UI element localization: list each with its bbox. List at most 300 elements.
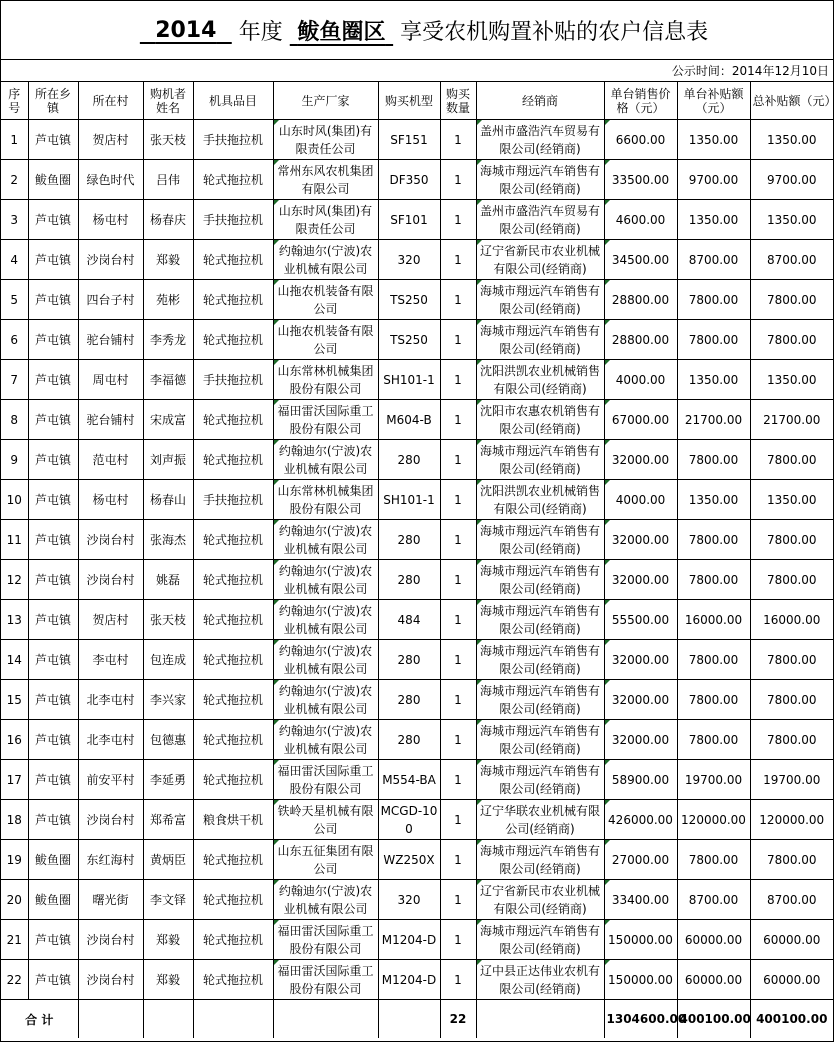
- machine-category-cell: 轮式拖拉机: [193, 520, 273, 560]
- village-cell: 贺店村: [78, 120, 143, 160]
- total-subsidy-cell: 7800.00: [750, 320, 833, 360]
- table-body: [1, 120, 833, 1000]
- unit-price-cell: 33500.00: [604, 160, 677, 200]
- row-no-cell: 7: [1, 360, 28, 400]
- unit-price-cell: 426000.00: [604, 800, 677, 840]
- unit-subsidy-cell: 60000.00: [677, 960, 750, 1000]
- township-cell: 芦屯镇: [28, 120, 78, 160]
- buyer-name-cell: 张天枝: [143, 120, 193, 160]
- row-no-cell: 15: [1, 680, 28, 720]
- manufacturer-cell: 山拖农机装备有限公司: [273, 320, 378, 360]
- village-cell: 沙岗台村: [78, 240, 143, 280]
- unit-subsidy-cell: 16000.00: [677, 600, 750, 640]
- village-cell: 沙岗台村: [78, 800, 143, 840]
- total-subsidy-cell: 1350.00: [750, 480, 833, 520]
- unit-subsidy-cell: 7800.00: [677, 840, 750, 880]
- table-row: [1, 680, 833, 720]
- quantity-cell: 1: [440, 400, 476, 440]
- table-row: [1, 760, 833, 800]
- unit-subsidy-cell: 1350.00: [677, 480, 750, 520]
- quantity-cell: 1: [440, 520, 476, 560]
- dealer-cell: 海城市翔远汽车销售有限公司(经销商): [476, 320, 604, 360]
- buyer-name-cell: 李秀龙: [143, 320, 193, 360]
- buyer-name-cell: 李文铎: [143, 880, 193, 920]
- township-cell: 芦屯镇: [28, 240, 78, 280]
- machine-category-cell: 轮式拖拉机: [193, 920, 273, 960]
- model-cell: 320: [378, 240, 440, 280]
- quantity-cell: 1: [440, 360, 476, 400]
- unit-subsidy-cell: 7800.00: [677, 320, 750, 360]
- row-no-cell: 8: [1, 400, 28, 440]
- table-row: [1, 560, 833, 600]
- header-col-unit-subsidy: 单台补贴额（元）: [677, 82, 750, 120]
- buyer-name-cell: 郑毅: [143, 960, 193, 1000]
- quantity-cell: 1: [440, 960, 476, 1000]
- row-no-cell: 17: [1, 760, 28, 800]
- quantity-cell: 1: [440, 280, 476, 320]
- machine-category-cell: 轮式拖拉机: [193, 160, 273, 200]
- unit-subsidy-cell: 1350.00: [677, 360, 750, 400]
- row-no-cell: 22: [1, 960, 28, 1000]
- unit-subsidy-cell: 60000.00: [677, 920, 750, 960]
- village-cell: 东红海村: [78, 840, 143, 880]
- manufacturer-cell: 约翰迪尔(宁波)农业机械有限公司: [273, 560, 378, 600]
- announce-date: 公示时间：2014年12月10日: [671, 64, 829, 78]
- machine-category-cell: 手扶拖拉机: [193, 480, 273, 520]
- manufacturer-cell: 约翰迪尔(宁波)农业机械有限公司: [273, 520, 378, 560]
- row-no-cell: 14: [1, 640, 28, 680]
- unit-subsidy-cell: 21700.00: [677, 400, 750, 440]
- total-label: 合 计: [1, 1000, 78, 1039]
- dealer-cell: 沈阳市农惠农机销售有限公司(经销商): [476, 400, 604, 440]
- township-cell: 芦屯镇: [28, 680, 78, 720]
- manufacturer-cell: 山东时风(集团)有限责任公司: [273, 200, 378, 240]
- quantity-cell: 1: [440, 240, 476, 280]
- township-cell: 芦屯镇: [28, 320, 78, 360]
- model-cell: M1204-D: [378, 960, 440, 1000]
- village-cell: 四台子村: [78, 280, 143, 320]
- quantity-cell: 1: [440, 800, 476, 840]
- dealer-cell: 海城市翔远汽车销售有限公司(经销商): [476, 160, 604, 200]
- township-cell: 芦屯镇: [28, 360, 78, 400]
- township-cell: 芦屯镇: [28, 640, 78, 680]
- model-cell: 280: [378, 520, 440, 560]
- manufacturer-cell: 福田雷沃国际重工股份有限公司: [273, 960, 378, 1000]
- buyer-name-cell: 李延勇: [143, 760, 193, 800]
- dealer-cell: 海城市翔远汽车销售有限公司(经销商): [476, 280, 604, 320]
- total-subsidy-cell: 7800.00: [750, 560, 833, 600]
- total-subsidy-cell: 8700.00: [750, 240, 833, 280]
- machine-category-cell: 手扶拖拉机: [193, 120, 273, 160]
- buyer-name-cell: 郑毅: [143, 920, 193, 960]
- row-no-cell: 18: [1, 800, 28, 840]
- unit-price-cell: 6600.00: [604, 120, 677, 160]
- model-cell: 484: [378, 600, 440, 640]
- table-row: [1, 280, 833, 320]
- table-row: [1, 800, 833, 840]
- total-subsidy-cell: 1350.00: [750, 120, 833, 160]
- total-subsidy-cell: 8700.00: [750, 880, 833, 920]
- table-row: [1, 960, 833, 1000]
- unit-subsidy-cell: 120000.00: [677, 800, 750, 840]
- model-cell: TS250: [378, 320, 440, 360]
- machine-category-cell: 轮式拖拉机: [193, 400, 273, 440]
- dealer-cell: 海城市翔远汽车销售有限公司(经销商): [476, 520, 604, 560]
- village-cell: 曙光街: [78, 880, 143, 920]
- buyer-name-cell: 姚磊: [143, 560, 193, 600]
- dealer-cell: 辽宁华联农业机械有限公司(经销商): [476, 800, 604, 840]
- township-cell: 芦屯镇: [28, 800, 78, 840]
- quantity-cell: 1: [440, 720, 476, 760]
- township-cell: 芦屯镇: [28, 560, 78, 600]
- model-cell: SF151: [378, 120, 440, 160]
- table-row: [1, 320, 833, 360]
- unit-subsidy-cell: 9700.00: [677, 160, 750, 200]
- machine-category-cell: 手扶拖拉机: [193, 200, 273, 240]
- unit-price-cell: 4600.00: [604, 200, 677, 240]
- table-row: [1, 160, 833, 200]
- unit-subsidy-cell: 19700.00: [677, 760, 750, 800]
- township-cell: 芦屯镇: [28, 200, 78, 240]
- quantity-cell: 1: [440, 760, 476, 800]
- unit-price-cell: 28800.00: [604, 320, 677, 360]
- dealer-cell: 辽中县正达伟业农机有限公司(经销商): [476, 960, 604, 1000]
- dealer-cell: 海城市翔远汽车销售有限公司(经销商): [476, 600, 604, 640]
- total-quantity: 22: [440, 1000, 476, 1039]
- total-subsidy-sum: 400100.00: [750, 1000, 833, 1039]
- table-row: [1, 480, 833, 520]
- header-col-total-subsidy: 总补贴额（元）: [750, 82, 833, 120]
- row-no-cell: 13: [1, 600, 28, 640]
- total-subsidy-cell: 21700.00: [750, 400, 833, 440]
- title-row: [1, 1, 833, 60]
- dealer-cell: 海城市翔远汽车销售有限公司(经销商): [476, 680, 604, 720]
- row-no-cell: 6: [1, 320, 28, 360]
- manufacturer-cell: 福田雷沃国际重工股份有限公司: [273, 400, 378, 440]
- dealer-cell: 海城市翔远汽车销售有限公司(经销商): [476, 840, 604, 880]
- unit-subsidy-cell: 7800.00: [677, 680, 750, 720]
- quantity-cell: 1: [440, 560, 476, 600]
- total-subsidy-cell: 7800.00: [750, 640, 833, 680]
- manufacturer-cell: 山拖农机装备有限公司: [273, 280, 378, 320]
- township-cell: 芦屯镇: [28, 280, 78, 320]
- total-row: [1, 1000, 833, 1039]
- village-cell: 范屯村: [78, 440, 143, 480]
- dealer-cell: 海城市翔远汽车销售有限公司(经销商): [476, 760, 604, 800]
- manufacturer-cell: 山东五征集团有限公司: [273, 840, 378, 880]
- total-subsidy-cell: 1350.00: [750, 360, 833, 400]
- dealer-cell: 海城市翔远汽车销售有限公司(经销商): [476, 640, 604, 680]
- row-no-cell: 3: [1, 200, 28, 240]
- header-col-buyer: 购机者姓名: [143, 82, 193, 120]
- township-cell: 芦屯镇: [28, 480, 78, 520]
- unit-price-cell: 28800.00: [604, 280, 677, 320]
- township-cell: 芦屯镇: [28, 520, 78, 560]
- village-cell: 沙岗台村: [78, 560, 143, 600]
- unit-price-cell: 32000.00: [604, 520, 677, 560]
- quantity-cell: 1: [440, 440, 476, 480]
- total-subsidy-cell: 60000.00: [750, 920, 833, 960]
- unit-price-cell: 58900.00: [604, 760, 677, 800]
- title-area: 鲅鱼圈区: [297, 19, 386, 45]
- village-cell: 杨屯村: [78, 480, 143, 520]
- unit-subsidy-cell: 7800.00: [677, 520, 750, 560]
- unit-price-cell: 34500.00: [604, 240, 677, 280]
- village-cell: 沙岗台村: [78, 960, 143, 1000]
- dealer-cell: 海城市翔远汽车销售有限公司(经销商): [476, 720, 604, 760]
- total-subsidy-cell: 7800.00: [750, 720, 833, 760]
- unit-subsidy-cell: 1350.00: [677, 120, 750, 160]
- village-cell: 北李屯村: [78, 720, 143, 760]
- total-price-sum: 1304600.00: [604, 1000, 677, 1039]
- manufacturer-cell: 山东时风(集团)有限责任公司: [273, 120, 378, 160]
- machine-category-cell: 轮式拖拉机: [193, 440, 273, 480]
- village-cell: 沙岗台村: [78, 920, 143, 960]
- dealer-cell: 盖州市盛浩汽车贸易有限公司(经销商): [476, 200, 604, 240]
- model-cell: MCGD-100: [378, 800, 440, 840]
- machine-category-cell: 轮式拖拉机: [193, 720, 273, 760]
- village-cell: 周屯村: [78, 360, 143, 400]
- model-cell: SF101: [378, 200, 440, 240]
- table-row: [1, 360, 833, 400]
- row-no-cell: 20: [1, 880, 28, 920]
- row-no-cell: 19: [1, 840, 28, 880]
- village-cell: 杨屯村: [78, 200, 143, 240]
- manufacturer-cell: 约翰迪尔(宁波)农业机械有限公司: [273, 240, 378, 280]
- title-text: 享受农机购置补贴的农户信息表: [400, 19, 709, 45]
- row-no-cell: 11: [1, 520, 28, 560]
- dealer-cell: 海城市翔远汽车销售有限公司(经销商): [476, 920, 604, 960]
- manufacturer-cell: 山东常林机械集团股份有限公司: [273, 360, 378, 400]
- row-no-cell: 12: [1, 560, 28, 600]
- row-no-cell: 4: [1, 240, 28, 280]
- township-cell: 芦屯镇: [28, 400, 78, 440]
- model-cell: TS250: [378, 280, 440, 320]
- machine-category-cell: 轮式拖拉机: [193, 880, 273, 920]
- village-cell: 沙岗台村: [78, 520, 143, 560]
- machine-category-cell: 轮式拖拉机: [193, 840, 273, 880]
- buyer-name-cell: 包德惠: [143, 720, 193, 760]
- buyer-name-cell: 张天枝: [143, 600, 193, 640]
- total-subsidy-cell: 7800.00: [750, 440, 833, 480]
- village-cell: 驼台铺村: [78, 320, 143, 360]
- model-cell: 280: [378, 720, 440, 760]
- buyer-name-cell: 宋成富: [143, 400, 193, 440]
- unit-subsidy-cell: 7800.00: [677, 440, 750, 480]
- total-subsidy-cell: 7800.00: [750, 680, 833, 720]
- table-row: [1, 720, 833, 760]
- unit-subsidy-cell: 7800.00: [677, 280, 750, 320]
- quantity-cell: 1: [440, 120, 476, 160]
- machine-category-cell: 粮食烘干机: [193, 800, 273, 840]
- table-row: [1, 240, 833, 280]
- township-cell: 鲅鱼圈: [28, 840, 78, 880]
- title-year-suffix: 年度: [238, 19, 283, 45]
- model-cell: 280: [378, 560, 440, 600]
- table-row: [1, 520, 833, 560]
- row-no-cell: 2: [1, 160, 28, 200]
- dealer-cell: 沈阳洪凯农业机械销售有限公司(经销商): [476, 360, 604, 400]
- machine-category-cell: 轮式拖拉机: [193, 760, 273, 800]
- manufacturer-cell: 福田雷沃国际重工股份有限公司: [273, 760, 378, 800]
- dealer-cell: 辽宁省新民市农业机械有限公司(经销商): [476, 880, 604, 920]
- machine-category-cell: 手扶拖拉机: [193, 360, 273, 400]
- machine-category-cell: 轮式拖拉机: [193, 240, 273, 280]
- buyer-name-cell: 郑毅: [143, 240, 193, 280]
- machine-category-cell: 轮式拖拉机: [193, 680, 273, 720]
- buyer-name-cell: 包连成: [143, 640, 193, 680]
- dealer-cell: 盖州市盛浩汽车贸易有限公司(经销商): [476, 120, 604, 160]
- unit-price-cell: 32000.00: [604, 720, 677, 760]
- total-subsidy-cell: 7800.00: [750, 520, 833, 560]
- row-no-cell: 1: [1, 120, 28, 160]
- township-cell: 芦屯镇: [28, 720, 78, 760]
- header-col-dealer: 经销商: [476, 82, 604, 120]
- total-unit-subsidy-sum: 400100.00: [677, 1000, 750, 1039]
- buyer-name-cell: 杨春山: [143, 480, 193, 520]
- model-cell: 320: [378, 880, 440, 920]
- quantity-cell: 1: [440, 160, 476, 200]
- unit-subsidy-cell: 8700.00: [677, 880, 750, 920]
- township-cell: 芦屯镇: [28, 760, 78, 800]
- unit-price-cell: 55500.00: [604, 600, 677, 640]
- township-cell: 鲅鱼圈: [28, 160, 78, 200]
- township-cell: 鲅鱼圈: [28, 880, 78, 920]
- buyer-name-cell: 张海杰: [143, 520, 193, 560]
- unit-subsidy-cell: 7800.00: [677, 720, 750, 760]
- table-row: [1, 400, 833, 440]
- buyer-name-cell: 吕伟: [143, 160, 193, 200]
- buyer-name-cell: 黄炳臣: [143, 840, 193, 880]
- manufacturer-cell: 约翰迪尔(宁波)农业机械有限公司: [273, 640, 378, 680]
- model-cell: M1204-D: [378, 920, 440, 960]
- machine-category-cell: 轮式拖拉机: [193, 320, 273, 360]
- table-row: [1, 200, 833, 240]
- total-subsidy-cell: 7800.00: [750, 280, 833, 320]
- quantity-cell: 1: [440, 200, 476, 240]
- model-cell: M554-BA: [378, 760, 440, 800]
- header-col-manufacturer: 生产厂家: [273, 82, 378, 120]
- quantity-cell: 1: [440, 480, 476, 520]
- machine-category-cell: 轮式拖拉机: [193, 640, 273, 680]
- village-cell: 李屯村: [78, 640, 143, 680]
- unit-price-cell: 4000.00: [604, 360, 677, 400]
- manufacturer-cell: 约翰迪尔(宁波)农业机械有限公司: [273, 720, 378, 760]
- row-no-cell: 5: [1, 280, 28, 320]
- header-row: [1, 82, 833, 120]
- machine-category-cell: 轮式拖拉机: [193, 280, 273, 320]
- row-no-cell: 10: [1, 480, 28, 520]
- model-cell: SH101-1: [378, 480, 440, 520]
- header-col-model: 购买机型: [378, 82, 440, 120]
- machine-category-cell: 轮式拖拉机: [193, 600, 273, 640]
- township-cell: 芦屯镇: [28, 440, 78, 480]
- header-col-category: 机具品目: [193, 82, 273, 120]
- dealer-cell: 辽宁省新民市农业机械有限公司(经销商): [476, 240, 604, 280]
- header-col-no: 序号: [1, 82, 28, 120]
- unit-price-cell: 150000.00: [604, 920, 677, 960]
- total-subsidy-cell: 1350.00: [750, 200, 833, 240]
- manufacturer-cell: 约翰迪尔(宁波)农业机械有限公司: [273, 600, 378, 640]
- unit-price-cell: 27000.00: [604, 840, 677, 880]
- buyer-name-cell: 李福德: [143, 360, 193, 400]
- village-cell: 绿色时代: [78, 160, 143, 200]
- row-no-cell: 21: [1, 920, 28, 960]
- quantity-cell: 1: [440, 920, 476, 960]
- quantity-cell: 1: [440, 320, 476, 360]
- manufacturer-cell: 常州东风农机集团有限公司: [273, 160, 378, 200]
- subsidy-table: [1, 82, 837, 1038]
- unit-price-cell: 32000.00: [604, 560, 677, 600]
- township-cell: 芦屯镇: [28, 920, 78, 960]
- unit-subsidy-cell: 8700.00: [677, 240, 750, 280]
- table-row: [1, 640, 833, 680]
- table-row: [1, 920, 833, 960]
- dealer-cell: 海城市翔远汽车销售有限公司(经销商): [476, 560, 604, 600]
- header-col-quantity: 购买数量: [440, 82, 476, 120]
- quantity-cell: 1: [440, 880, 476, 920]
- manufacturer-cell: 山东常林机械集团股份有限公司: [273, 480, 378, 520]
- unit-price-cell: 4000.00: [604, 480, 677, 520]
- township-cell: 芦屯镇: [28, 600, 78, 640]
- title-year: 2014: [155, 17, 217, 43]
- village-cell: 前安平村: [78, 760, 143, 800]
- machine-category-cell: 轮式拖拉机: [193, 560, 273, 600]
- total-subsidy-cell: 9700.00: [750, 160, 833, 200]
- model-cell: WZ250X: [378, 840, 440, 880]
- announce-date-row: [1, 60, 833, 82]
- buyer-name-cell: 李兴家: [143, 680, 193, 720]
- quantity-cell: 1: [440, 680, 476, 720]
- unit-price-cell: 32000.00: [604, 640, 677, 680]
- total-subsidy-cell: 7800.00: [750, 840, 833, 880]
- total-subsidy-cell: 120000.00: [750, 800, 833, 840]
- buyer-name-cell: 刘声振: [143, 440, 193, 480]
- model-cell: 280: [378, 440, 440, 480]
- manufacturer-cell: 铁岭天星机械有限公司: [273, 800, 378, 840]
- unit-price-cell: 33400.00: [604, 880, 677, 920]
- table-row: [1, 120, 833, 160]
- header-col-unit-price: 单台销售价格（元）: [604, 82, 677, 120]
- header-col-village: 所在村: [78, 82, 143, 120]
- unit-price-cell: 32000.00: [604, 440, 677, 480]
- manufacturer-cell: 约翰迪尔(宁波)农业机械有限公司: [273, 680, 378, 720]
- unit-subsidy-cell: 7800.00: [677, 560, 750, 600]
- unit-price-cell: 32000.00: [604, 680, 677, 720]
- header-col-township: 所在乡镇: [28, 82, 78, 120]
- total-subsidy-cell: 19700.00: [750, 760, 833, 800]
- buyer-name-cell: 苑彬: [143, 280, 193, 320]
- manufacturer-cell: 约翰迪尔(宁波)农业机械有限公司: [273, 440, 378, 480]
- table-row: [1, 600, 833, 640]
- row-no-cell: 16: [1, 720, 28, 760]
- unit-subsidy-cell: 7800.00: [677, 640, 750, 680]
- table-row: [1, 880, 833, 920]
- quantity-cell: 1: [440, 840, 476, 880]
- dealer-cell: 沈阳洪凯农业机械销售有限公司(经销商): [476, 480, 604, 520]
- model-cell: 280: [378, 680, 440, 720]
- unit-price-cell: 150000.00: [604, 960, 677, 1000]
- quantity-cell: 1: [440, 640, 476, 680]
- total-subsidy-cell: 60000.00: [750, 960, 833, 1000]
- machine-category-cell: 轮式拖拉机: [193, 960, 273, 1000]
- village-cell: 北李屯村: [78, 680, 143, 720]
- unit-price-cell: 67000.00: [604, 400, 677, 440]
- manufacturer-cell: 福田雷沃国际重工股份有限公司: [273, 920, 378, 960]
- buyer-name-cell: 杨春庆: [143, 200, 193, 240]
- table-row: [1, 440, 833, 480]
- quantity-cell: 1: [440, 600, 476, 640]
